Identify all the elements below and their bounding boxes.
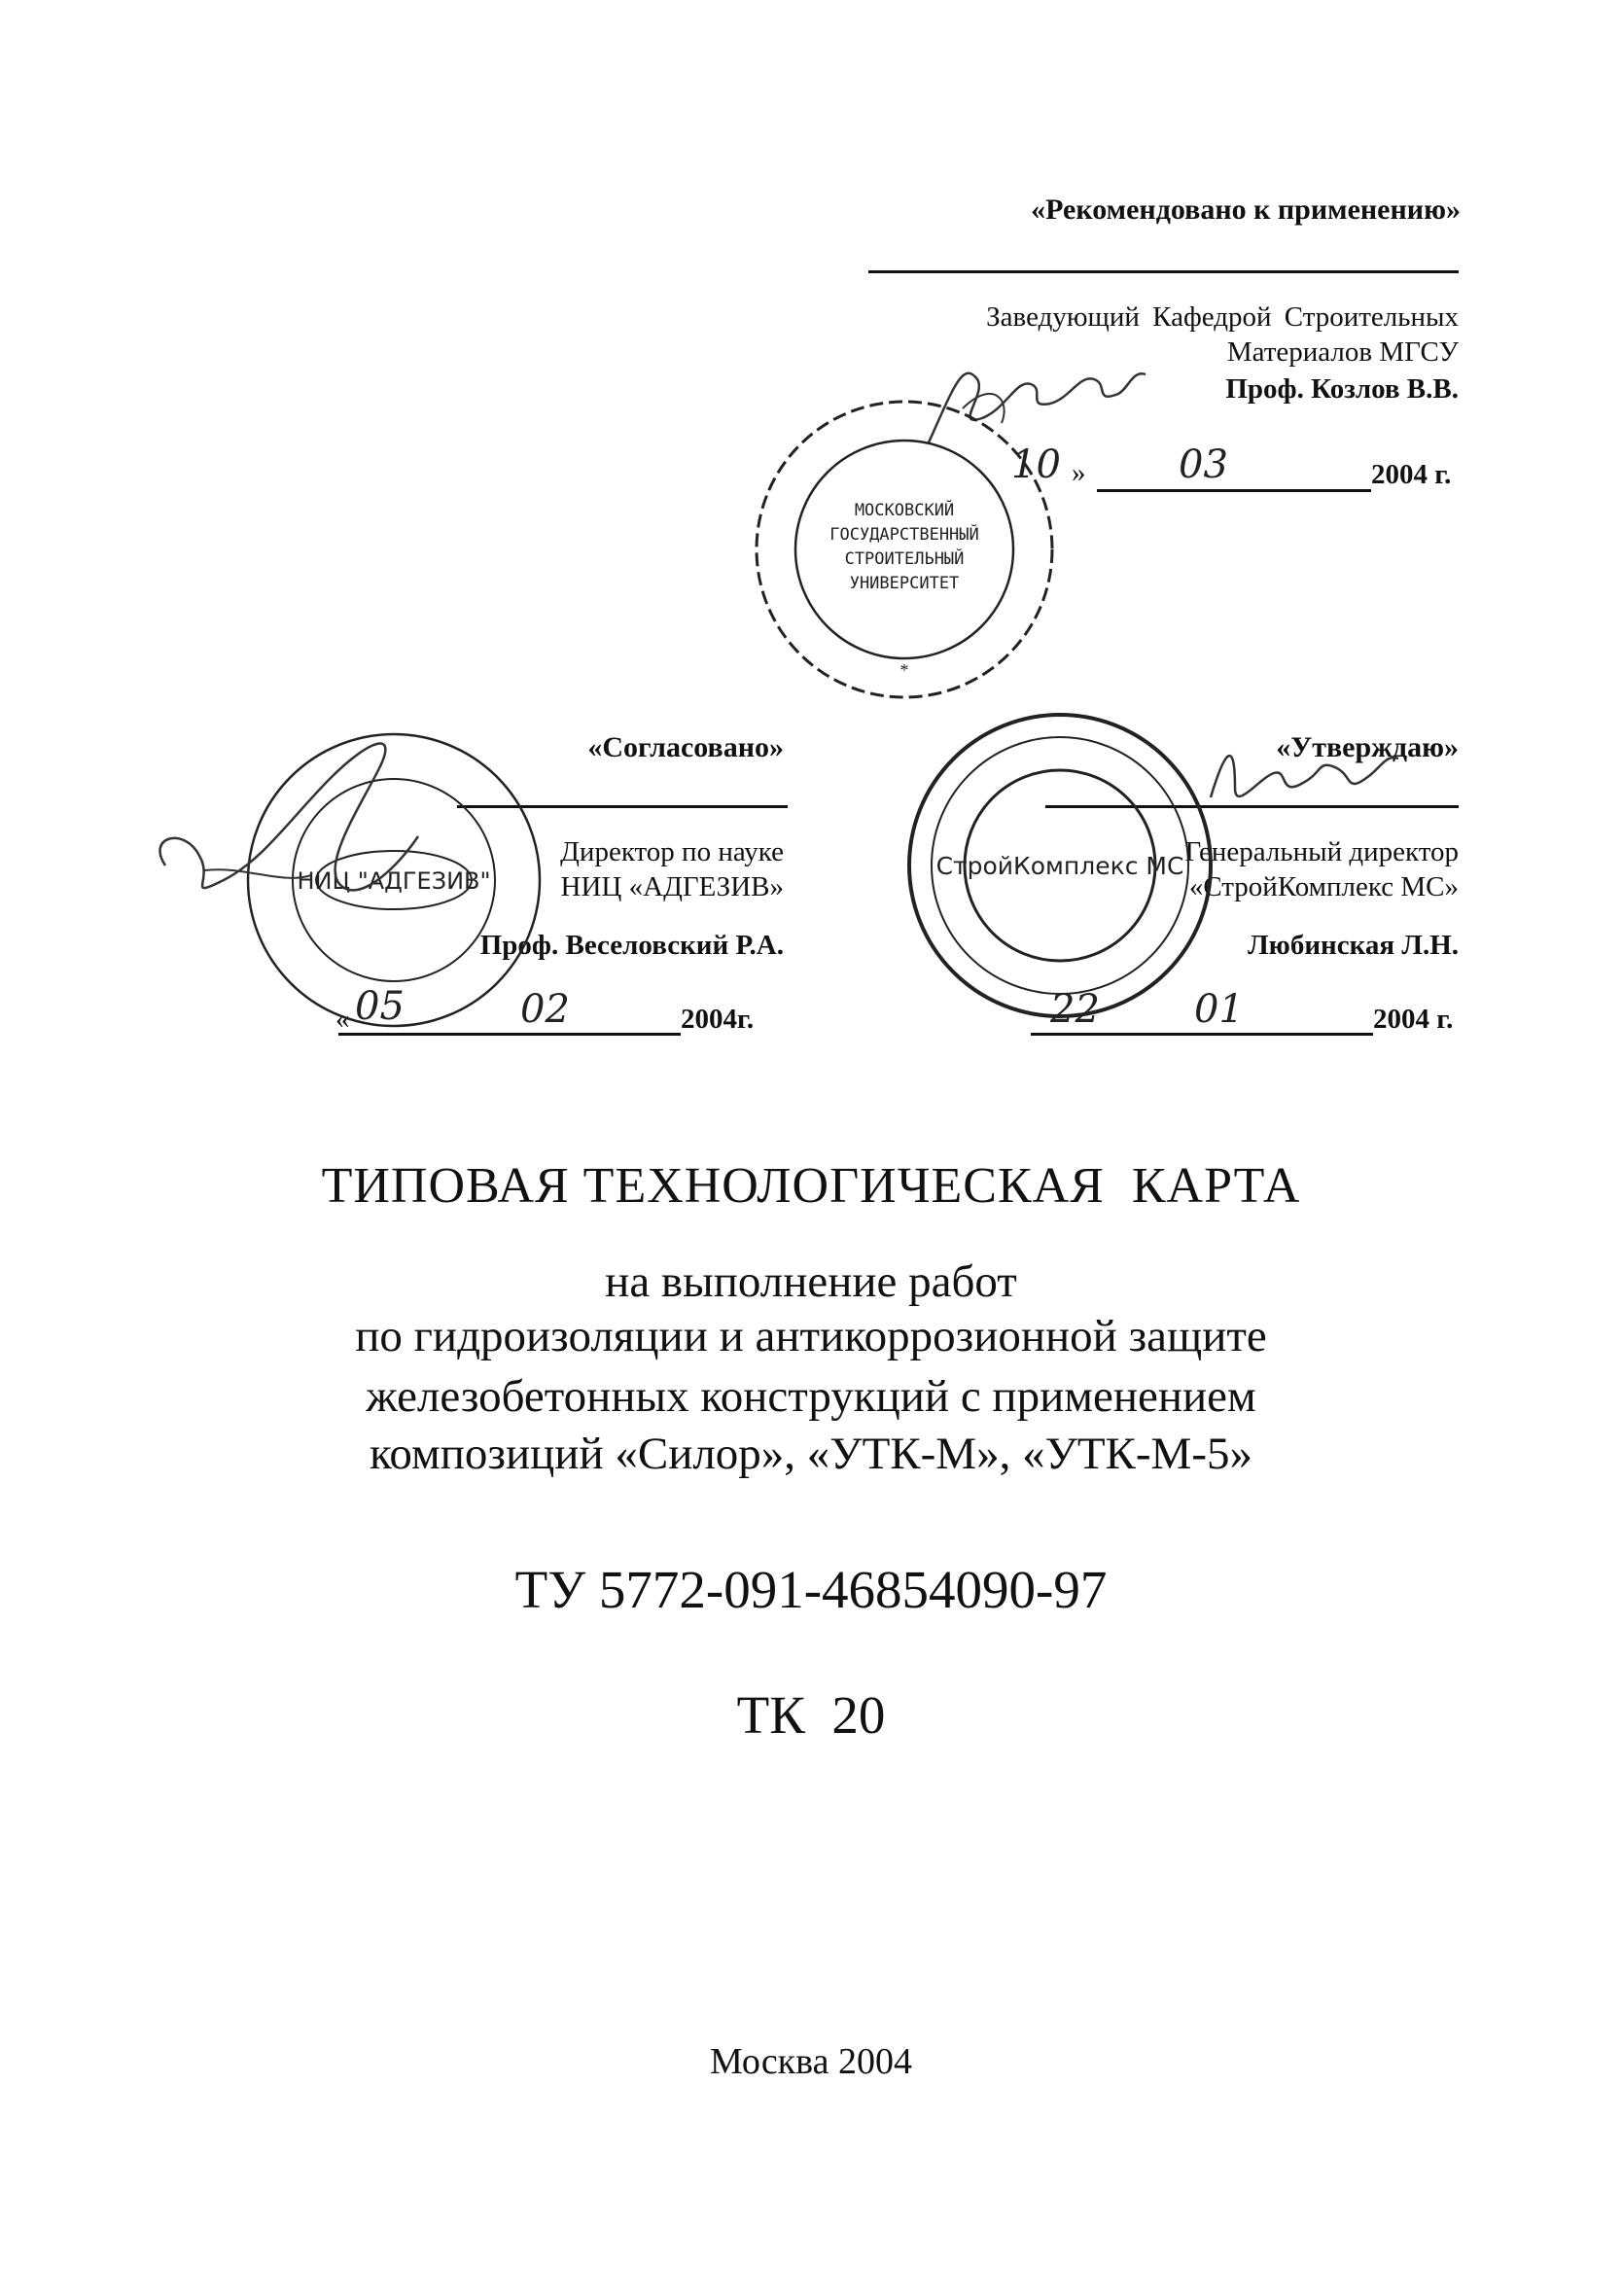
approve-date-day: 22: [1050, 987, 1100, 1032]
svg-text:СтройКомплекс МС: СтройКомплекс МС: [935, 852, 1184, 880]
document-code: ТК 20: [736, 1685, 886, 1745]
university-stamp: [749, 394, 1060, 705]
approve-date-line: [1031, 1033, 1373, 1036]
agreed-signature: [146, 720, 515, 934]
approve-position-line2: «СтройКомплекс МС»: [1188, 871, 1459, 902]
document-subtitle-line3: железобетонных конструкций с применением: [366, 1371, 1256, 1422]
document-subtitle-line1: на выполнение работ: [605, 1256, 1017, 1307]
recommended-position-line2: Материалов МГСУ: [1226, 336, 1459, 368]
recommended-signature-line: [868, 270, 1459, 273]
recommended-position-line1: Заведующий Кафедрой Строительных: [986, 301, 1459, 333]
recommended-date-month: 03: [1179, 442, 1228, 487]
agreed-date-year: 2004г.: [681, 1004, 755, 1035]
svg-text:ГОСУДАРСТВЕННЫЙ: ГОСУДАРСТВЕННЫЙ: [829, 525, 979, 545]
recommended-date-line: [1097, 489, 1371, 492]
agreed-position-line2: НИЦ «АДГЕЗИВ»: [560, 871, 784, 902]
approve-date-month: 01: [1194, 987, 1244, 1032]
svg-text:СТРОИТЕЛЬНЫЙ: СТРОИТЕЛЬНЫЙ: [844, 549, 965, 569]
stroykompleks-stamp: [899, 705, 1220, 1026]
approve-position-line1: Генеральный директор: [1184, 836, 1459, 867]
document-subtitle-line4: композиций «Силор», «УТК-М», «УТК-М-5»: [369, 1429, 1253, 1479]
agreed-date-day: 05: [355, 984, 405, 1029]
document-standard: ТУ 5772-091-46854090-97: [514, 1560, 1108, 1619]
agreed-heading: «Согласовано»: [587, 731, 784, 763]
agreed-signer: Проф. Веселовский Р.А.: [479, 930, 784, 961]
svg-text:УНИВЕРСИТЕТ: УНИВЕРСИТЕТ: [849, 574, 960, 593]
approve-heading: «Утверждаю»: [1276, 731, 1459, 763]
recommended-heading: «Рекомендовано к применению»: [1031, 194, 1461, 226]
approve-signature: [1206, 729, 1400, 817]
recommended-date-day: 10: [1011, 442, 1061, 487]
approve-date-year: 2004 г.: [1373, 1004, 1454, 1035]
svg-text:*: *: [899, 660, 909, 680]
svg-text:НИЦ "АДГЕЗИВ": НИЦ "АДГЕЗИВ": [297, 867, 491, 895]
document-city-year: Москва 2004: [710, 2041, 912, 2082]
document-subtitle-line2: по гидроизоляции и антикоррозионной защите: [355, 1311, 1267, 1361]
svg-text:МОСКОВСКИЙ: МОСКОВСКИЙ: [854, 501, 955, 520]
recommended-signer: Проф. Козлов В.В.: [1225, 373, 1459, 405]
recommended-quote-close: »: [1072, 457, 1086, 488]
agreed-date-month: 02: [520, 987, 570, 1032]
recommended-date-year: 2004 г.: [1371, 459, 1452, 490]
agreed-position-line1: Директор по науке: [560, 836, 784, 867]
approve-signer: Любинская Л.Н.: [1248, 930, 1459, 961]
agreed-quote-open: «: [335, 1004, 350, 1035]
document-title: ТИПОВАЯ ТЕХНОЛОГИЧЕСКАЯ КАРТА: [321, 1158, 1301, 1214]
